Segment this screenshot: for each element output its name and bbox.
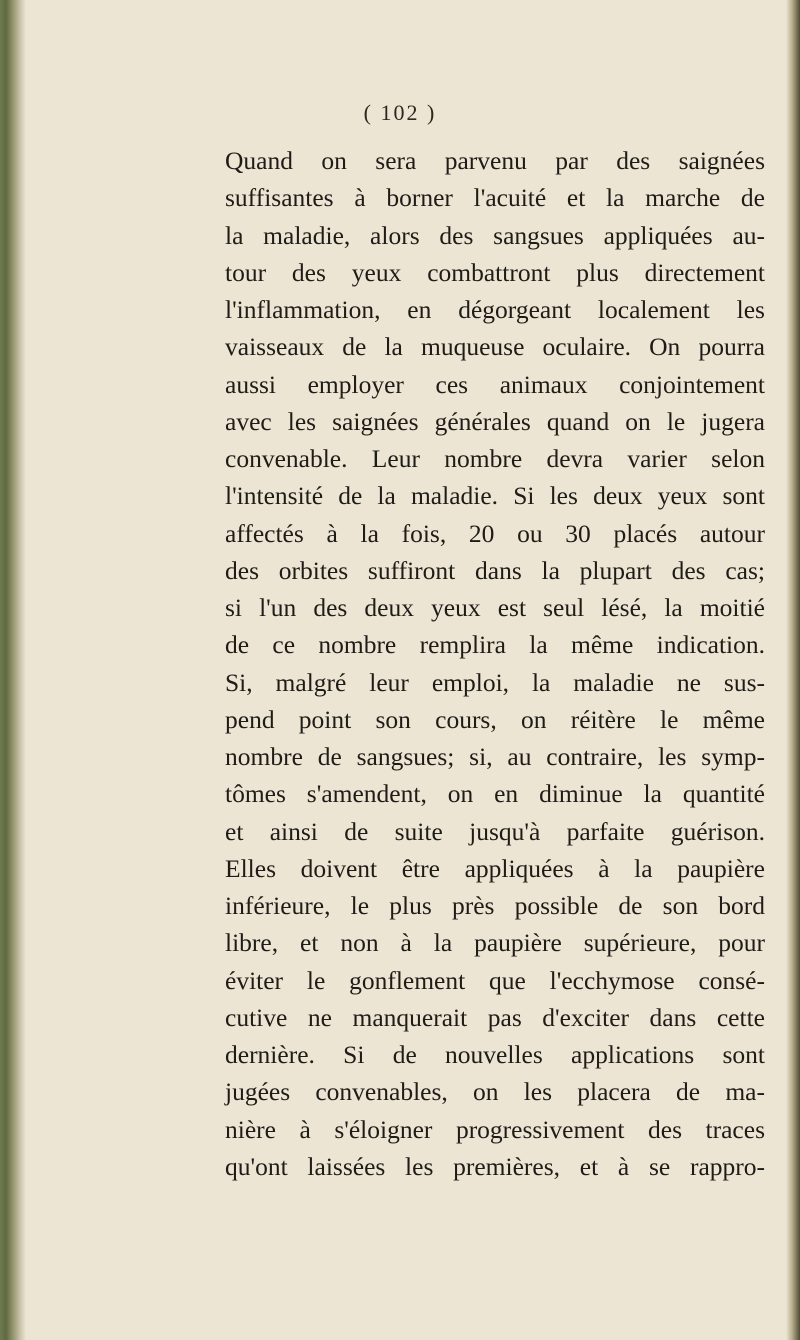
text-line: inférieure, le plus près possible de son bord bbox=[225, 891, 765, 920]
text-line: la maladie, alors des sangsues appliquées au- bbox=[225, 220, 765, 250]
text-line: qu'ont laissées les premières, et à se rappro- bbox=[225, 1151, 765, 1181]
text-line: jugées convenables, on les placera de ma- bbox=[225, 1077, 765, 1107]
text-line: des orbites suffiront dans la plupart des cas; bbox=[225, 555, 765, 585]
page-number: ( 102 ) bbox=[363, 100, 437, 125]
text-line: Si, malgré leur emploi, la maladie ne sus- bbox=[225, 667, 765, 697]
text-line: avec les saignées générales quand on le jugera bbox=[225, 406, 765, 436]
text-line: éviter le gonflement que l'ecchymose consé- bbox=[225, 965, 765, 995]
text-line: libre, et non à la paupière supérieure, pour bbox=[225, 928, 765, 958]
text-line: affectés à la fois, 20 ou 30 placés autour bbox=[225, 518, 765, 548]
text-line: l'inflammation, en dégorgeant localement les bbox=[225, 295, 765, 324]
text-line: suffisantes à borner l'acuité et la marche de bbox=[225, 183, 765, 213]
text-line: et ainsi de suite jusqu'à parfaite guérison. bbox=[225, 816, 765, 846]
text-line: de ce nombre remplira la même indication. bbox=[225, 630, 765, 660]
text-line: l'intensité de la maladie. Si les deux yeux sont bbox=[225, 481, 765, 511]
text-line: tômes s'amendent, on en diminue la quantité bbox=[225, 779, 765, 809]
text-line: vaisseaux de la muqueuse oculaire. On pourra bbox=[225, 332, 765, 362]
text-line: dernière. Si de nouvelles applications sont bbox=[225, 1040, 765, 1069]
page-right-edge bbox=[786, 0, 800, 1340]
text-line: cutive ne manquerait pas d'exciter dans cette bbox=[225, 1002, 765, 1032]
text-line: aussi employer ces animaux conjointement bbox=[225, 369, 765, 399]
text-line: si l'un des deux yeux est seul lésé, la moitié bbox=[225, 593, 765, 622]
text-line: pend point son cours, on réitère le même bbox=[225, 704, 765, 734]
text-line: convenable. Leur nombre devra varier selon bbox=[225, 444, 765, 473]
text-line: tour des yeux combattront plus directement bbox=[225, 257, 765, 287]
text-line: Elles doivent être appliquées à la paupière bbox=[225, 853, 765, 883]
text-line: nombre de sangsues; si, au contraire, les symp- bbox=[225, 742, 765, 771]
text-line: nière à s'éloigner progressivement des traces bbox=[225, 1114, 765, 1144]
text-line: Quand on sera parvenu par des saignées bbox=[225, 146, 765, 175]
page-binding-edge bbox=[0, 0, 26, 1340]
body-paragraph bbox=[225, 142, 765, 1185]
